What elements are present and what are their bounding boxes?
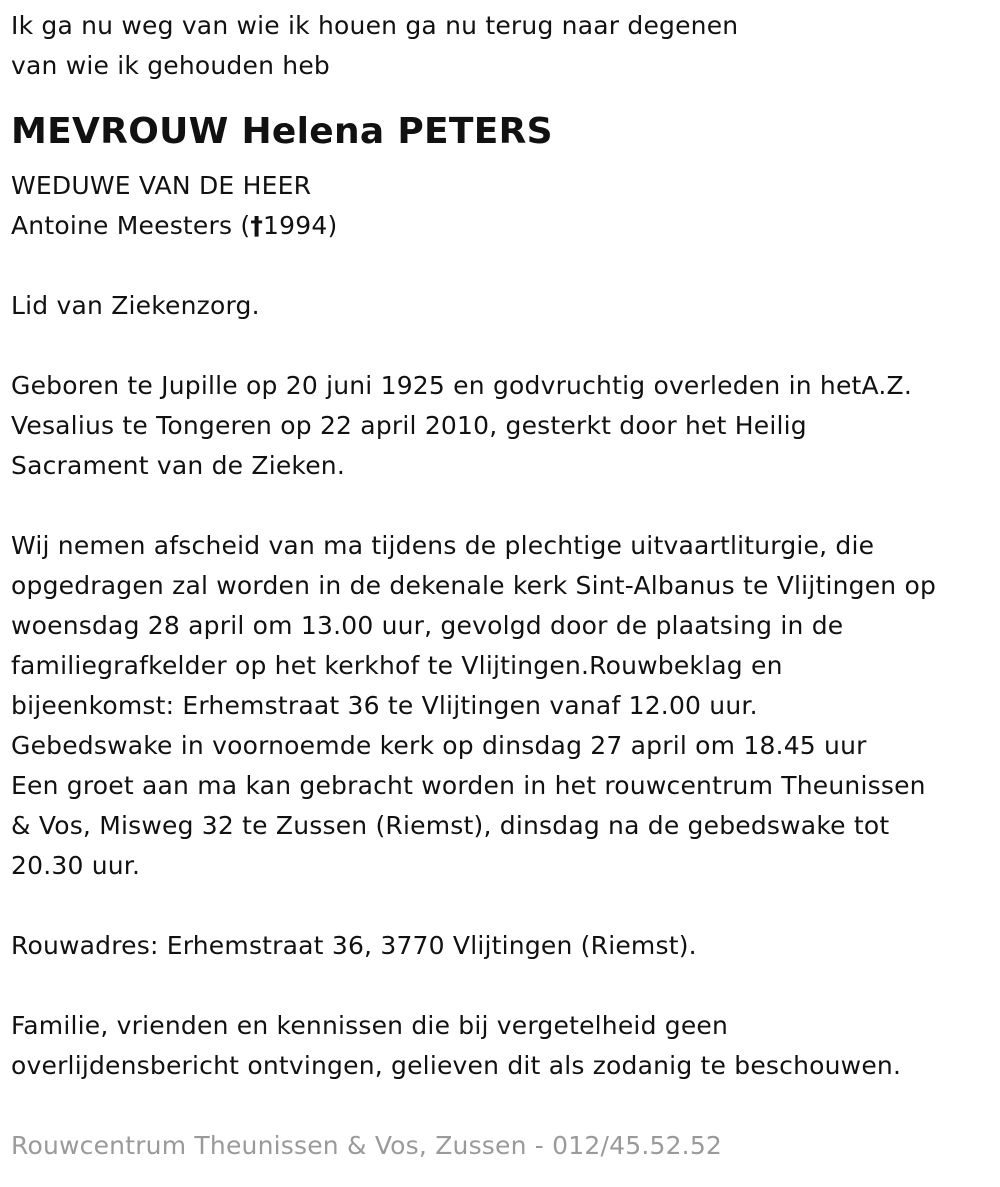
spouse-death-year: 1994) xyxy=(263,211,338,240)
paragraph-line: 20.30 uur. xyxy=(11,851,141,880)
deceased-name: MEVROUW Helena PETERS xyxy=(11,111,553,152)
paragraph-line: overlijdensbericht ontvingen, gelieven dit als zodanig te beschouwen. xyxy=(11,1051,902,1080)
paragraph-line: Geboren te Jupille op 20 juni 1925 en godvruchtig overleden in hetA.Z. xyxy=(11,371,913,400)
paragraph-line: bijeenkomst: Erhemstraat 36 te Vlijtingen vanaf 12.00 uur. xyxy=(11,691,758,720)
paragraph-line: woensdag 28 april om 13.00 uur, gevolgd door de plaatsing in de xyxy=(11,611,844,640)
spacer xyxy=(11,966,991,1006)
funeral-paragraph xyxy=(11,526,991,886)
paragraph-line: Een groet aan ma kan gebracht worden in het rouwcentrum Theunissen xyxy=(11,771,926,800)
obituary-notice xyxy=(11,6,991,1166)
spacer xyxy=(11,326,991,366)
birth-death-paragraph xyxy=(11,366,991,486)
paragraph-line: Wij nemen afscheid van ma tijdens de plechtige uitvaartliturgie, die xyxy=(11,531,875,560)
paragraph-line: Sacrament van de Zieken. xyxy=(11,451,345,480)
funeral-home-footer: Rouwcentrum Theunissen & Vos, Zussen - 012/45.52.52 xyxy=(11,1131,723,1160)
widow-status: WEDUWE VAN DE HEER xyxy=(11,171,312,200)
paragraph-line: familiegrafkelder op het kerkhof te Vlijtingen.Rouwbeklag en xyxy=(11,651,783,680)
paragraph-line: & Vos, Misweg 32 te Zussen (Riemst), dinsdag na de gebedswake tot xyxy=(11,811,890,840)
spacer xyxy=(11,486,991,526)
motto-line: van wie ik gehouden heb xyxy=(11,51,330,80)
mourning-address: Rouwadres: Erhemstraat 36, 3770 Vlijtingen (Riemst). xyxy=(11,931,697,960)
membership: Lid van Ziekenzorg. xyxy=(11,291,260,320)
paragraph-line: Familie, vrienden en kennissen die bij vergetelheid geen xyxy=(11,1011,729,1040)
motto-line: Ik ga nu weg van wie ik houen ga nu terug naar degenen xyxy=(11,11,739,40)
motto xyxy=(11,6,991,86)
spacer xyxy=(11,246,991,286)
cross-icon: † xyxy=(250,211,264,240)
closing-paragraph xyxy=(11,1006,991,1086)
paragraph-line: opgedragen zal worden in de dekenale kerk Sint-Albanus te Vlijtingen op xyxy=(11,571,937,600)
spacer xyxy=(11,1086,991,1126)
paragraph-line: Vesalius te Tongeren op 22 april 2010, gesterkt door het Heilig xyxy=(11,411,807,440)
spouse-line xyxy=(11,206,991,246)
spouse-name: Antoine Meesters ( xyxy=(11,211,251,240)
spacer xyxy=(11,886,991,926)
paragraph-line: Gebedswake in voornoemde kerk op dinsdag 27 april om 18.45 uur xyxy=(11,731,867,760)
